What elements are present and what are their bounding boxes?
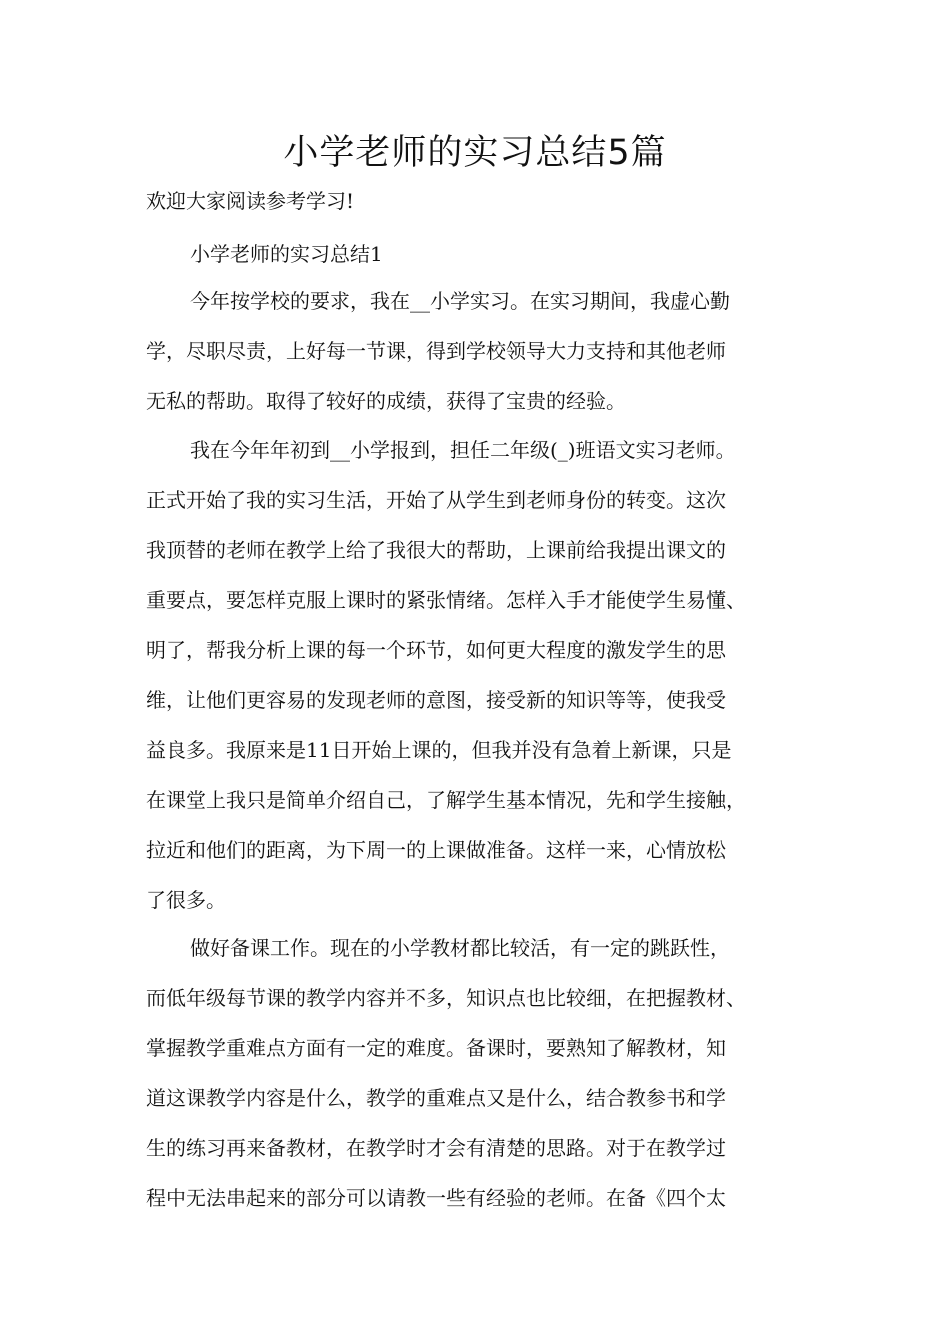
paragraph-line: 维，让他们更容易的发现老师的意图，接受新的知识等等，使我受 [146, 688, 726, 712]
paragraph-line: 我顶替的老师在教学上给了我很大的帮助，上课前给我提出课文的 [146, 538, 726, 562]
paragraph-line: 做好备课工作。现在的小学教材都比较活，有一定的跳跃性， [190, 936, 730, 960]
paragraph-line: 拉近和他们的距离，为下周一的上课做准备。这样一来，心情放松 [146, 838, 726, 862]
paragraph-line: 了很多。 [146, 888, 226, 912]
paragraph-line: 无私的帮助。取得了较好的成绩，获得了宝贵的经验。 [146, 389, 626, 413]
paragraph-line: 明了，帮我分析上课的每一个环节，如何更大程度的激发学生的思 [146, 638, 726, 662]
document-title: 小学老师的实习总结5篇 [283, 133, 667, 173]
paragraph-2 [146, 425, 812, 925]
paragraph-line: 掌握教学重难点方面有一定的难度。备课时，要熟知了解教材，知 [146, 1036, 726, 1060]
paragraph-line: 程中无法串起来的部分可以请教一些有经验的老师。在备《四个太 [146, 1186, 726, 1210]
paragraph-line: 生的练习再来备教材，在教学时才会有清楚的思路。对于在教学过 [146, 1136, 726, 1160]
paragraph-1 [146, 276, 812, 426]
greeting-line: 欢迎大家阅读参考学习! [146, 189, 355, 213]
paragraph-3 [146, 923, 812, 1223]
paragraph-line: 在课堂上我只是简单介绍自己，了解学生基本情况，先和学生接触， [146, 788, 746, 812]
paragraph-line: 道这课教学内容是什么，教学的重难点又是什么，结合教参书和学 [146, 1086, 726, 1110]
paragraph-line: 我在今年年初到__小学报到，担任二年级(_)班语文实习老师。 [190, 438, 736, 462]
paragraph-line: 而低年级每节课的教学内容并不多，知识点也比较细，在把握教材、 [146, 986, 746, 1010]
section-heading: 小学老师的实习总结1 [190, 242, 383, 266]
paragraph-line: 学，尽职尽责，上好每一节课，得到学校领导大力支持和其他老师 [146, 339, 726, 363]
paragraph-line: 正式开始了我的实习生活，开始了从学生到老师身份的转变。这次 [146, 488, 726, 512]
paragraph-line: 益良多。我原来是11日开始上课的，但我并没有急着上新课，只是 [146, 738, 732, 762]
paragraph-line: 重要点，要怎样克服上课时的紧张情绪。怎样入手才能使学生易懂、 [146, 588, 746, 612]
paragraph-line: 今年按学校的要求，我在__小学实习。在实习期间，我虚心勤 [190, 289, 730, 313]
